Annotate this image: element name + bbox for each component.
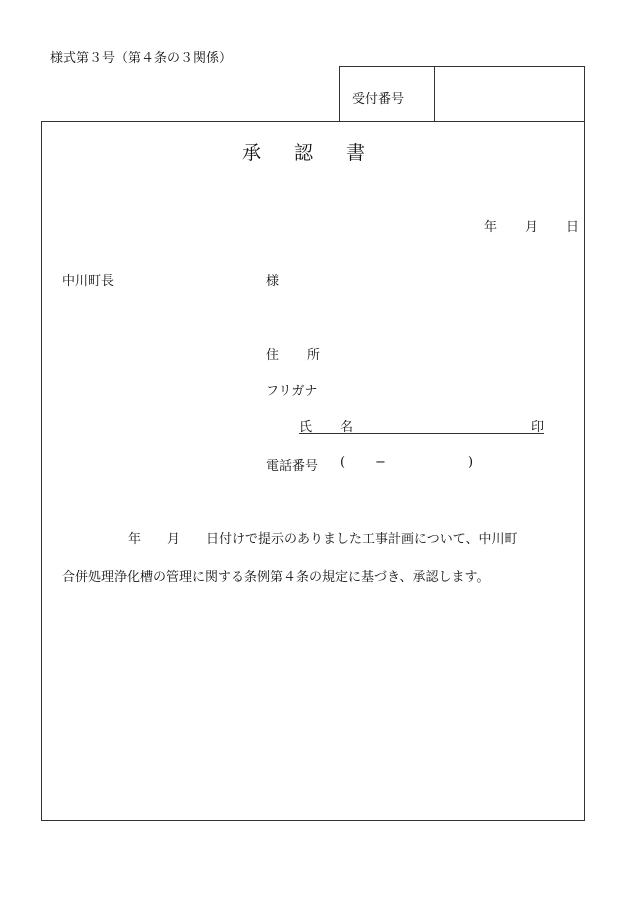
address-label-part1: 住 xyxy=(266,348,280,363)
name-label-part2: 名 xyxy=(340,420,354,435)
address-label-part2: 所 xyxy=(307,348,321,363)
phone-label: 電話番号 xyxy=(266,459,319,474)
receipt-number-label: 受付番号 xyxy=(352,92,405,107)
seal-mark: 印 xyxy=(530,420,544,435)
body-line-2: 合併処理浄化槽の管理に関する条例第４条の規定に基づき、承認します。 xyxy=(62,570,490,585)
furigana-label: フリガナ xyxy=(266,384,318,399)
date-year-label: 年 xyxy=(484,220,498,235)
receipt-number-box xyxy=(339,66,585,122)
body-line-1-text: 日付けで提示のありました工事計画について、中川町 xyxy=(206,532,518,547)
addressee: 中川町長 xyxy=(62,274,115,289)
address-label xyxy=(266,344,320,363)
phone-dash: − xyxy=(375,455,386,470)
body-year: 年 xyxy=(128,532,142,547)
document-title: 承認書 xyxy=(241,142,398,164)
name-label-part1: 氏 xyxy=(299,420,313,435)
date-month-label: 月 xyxy=(525,220,539,235)
honorific: 様 xyxy=(266,274,280,289)
phone-open-paren: ( xyxy=(340,455,346,470)
date-day-label: 日 xyxy=(566,220,580,235)
phone-close-paren: ) xyxy=(468,455,474,470)
name-label xyxy=(299,416,353,435)
receipt-divider xyxy=(434,67,435,122)
body-line-1 xyxy=(62,528,518,547)
form-number-label: 様式第３号（第４条の３関係） xyxy=(50,51,233,66)
name-field xyxy=(299,416,544,434)
body-month: 月 xyxy=(167,532,181,547)
